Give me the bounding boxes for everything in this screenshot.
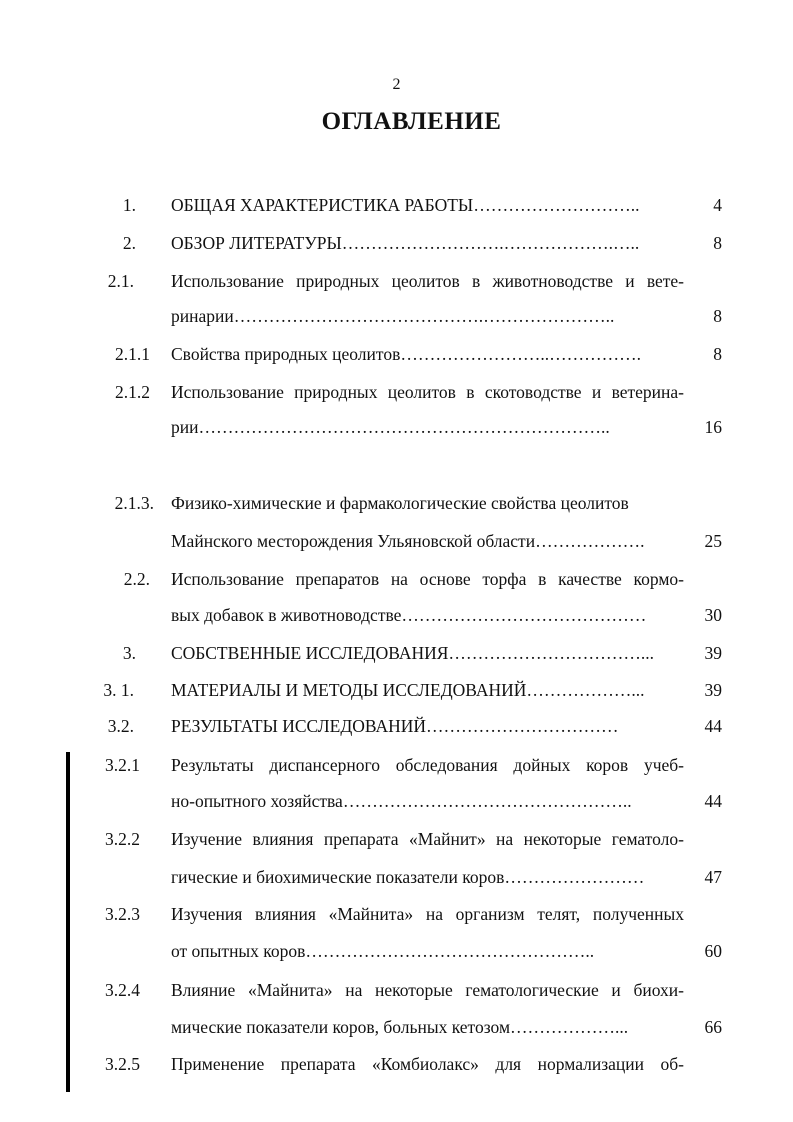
toc-entry-continuation xyxy=(0,862,793,892)
toc-entry-continuation xyxy=(0,301,793,331)
toc-entry-number: 3. 1. xyxy=(103,680,134,700)
toc-entry-page: 30 xyxy=(704,605,722,625)
toc-entry xyxy=(0,711,793,741)
toc-entry-page: 25 xyxy=(704,531,722,551)
toc-entry-title: Физико-химические и фармакологические свойства цеолитов xyxy=(171,493,629,513)
toc-entry-page: 8 xyxy=(713,344,722,364)
toc-entry xyxy=(0,488,793,518)
toc-entry-number: 1. xyxy=(122,195,136,215)
toc-entry xyxy=(0,377,793,407)
toc-entry-title: РЕЗУЛЬТАТЫ ИССЛЕДОВАНИЙ…………………………… xyxy=(171,716,619,736)
toc-entry-number: 3.2. xyxy=(107,716,134,736)
toc-entry xyxy=(0,899,793,929)
toc-entry-number: 3.2.4 xyxy=(105,980,140,1000)
toc-entry-number: 3.2.1 xyxy=(105,755,140,775)
toc-entry-number: 2.1.1 xyxy=(115,344,150,364)
toc-entry-page: 4 xyxy=(713,195,722,215)
toc-entry xyxy=(0,266,793,296)
toc-entry-page: 44 xyxy=(704,716,722,736)
toc-entry-title-cont: рии…………………………………………………………….. xyxy=(171,417,610,437)
toc-entry-page: 66 xyxy=(704,1017,722,1037)
toc-entry-title: Свойства природных цеолитов……………………..……………. xyxy=(171,344,641,364)
toc-entry-title-cont: мические показатели коров, больных кетозом………………... xyxy=(171,1017,629,1037)
toc-entry-number: 3.2.2 xyxy=(105,829,140,849)
toc-entry-title: МАТЕРИАЛЫ И МЕТОДЫ ИССЛЕДОВАНИЙ………………... xyxy=(171,680,645,700)
toc-entry-continuation xyxy=(0,526,793,556)
toc-entry-title: Использование природных цеолитов в животноводстве и вете- xyxy=(171,271,684,291)
page-title: ОГЛАВЛЕНИЕ xyxy=(321,108,502,135)
toc-entry-number: 2.1.2 xyxy=(115,382,150,402)
toc-entry-page: 60 xyxy=(704,941,722,961)
toc-entry-number: 2.2. xyxy=(123,569,150,589)
toc-entry xyxy=(0,750,793,780)
toc-entry-title-cont: но-опытного хозяйства………………………………………….. xyxy=(171,791,632,811)
toc-entry-title: ОБЩАЯ ХАРАКТЕРИСТИКА РАБОТЫ……………………….. xyxy=(171,195,640,215)
toc-entry-title-cont: вых добавок в животноводстве…………………………………… xyxy=(171,605,647,625)
toc-entry-number: 3.2.5 xyxy=(105,1054,140,1074)
toc-entry-number: 3.2.3 xyxy=(105,904,140,924)
toc-entry xyxy=(0,564,793,594)
toc-entry-title: Изучение влияния препарата «Майнит» на некоторые гематоло- xyxy=(171,829,684,849)
scan-margin-bar xyxy=(66,752,70,1092)
toc-entry-continuation xyxy=(0,786,793,816)
toc-entry xyxy=(0,975,793,1005)
toc-entry-page: 39 xyxy=(704,680,722,700)
toc-entry-number: 3. xyxy=(122,643,136,663)
toc-entry-title: Использование препаратов на основе торфа в качестве кормо- xyxy=(171,569,684,589)
toc-entry-title: Влияние «Майнита» на некоторые гематологические и биохи- xyxy=(171,980,684,1000)
toc-entry xyxy=(0,190,793,220)
toc-entry-continuation xyxy=(0,936,793,966)
toc-entry-title: СОБСТВЕННЫЕ ИССЛЕДОВАНИЯ……………………………... xyxy=(171,643,655,663)
page-number: 2 xyxy=(392,76,401,93)
toc-entry-title-cont: гические и биохимические показатели коров…………………… xyxy=(171,867,645,887)
toc-entry-page: 8 xyxy=(713,233,722,253)
toc-entry-title-cont: Майнского месторождения Ульяновской области………………. xyxy=(171,531,645,551)
toc-entry-page: 44 xyxy=(704,791,722,811)
toc-entry xyxy=(0,675,793,705)
toc-entry-title: Изучения влияния «Майнита» на организм телят, полученных xyxy=(171,904,684,924)
toc-entry-page: 47 xyxy=(704,867,722,887)
toc-entry-title-cont: от опытных коров………………………………………….. xyxy=(171,941,595,961)
toc-entry xyxy=(0,1049,793,1079)
toc-entry-title: Использование природных цеолитов в скотоводстве и ветерина- xyxy=(171,382,684,402)
toc-entry-title-cont: ринарии…………………………………….………………….. xyxy=(171,306,615,326)
toc-entry-number: 2. xyxy=(122,233,136,253)
toc-entry-page: 39 xyxy=(704,643,722,663)
toc-entry-title: Результаты диспансерного обследования дойных коров учеб- xyxy=(171,755,684,775)
toc-entry-page: 16 xyxy=(704,417,722,437)
toc-entry-continuation xyxy=(0,600,793,630)
toc-entry-number: 2.1. xyxy=(107,271,134,291)
toc-entry-number: 2.1.3. xyxy=(114,493,154,513)
toc-entry-page: 8 xyxy=(713,306,722,326)
toc-entry-title: Применение препарата «Комбиолакс» для нормализации об- xyxy=(171,1054,684,1074)
toc-entry-continuation xyxy=(0,1012,793,1042)
toc-entry xyxy=(0,638,793,668)
toc-entry xyxy=(0,228,793,258)
toc-entry-continuation xyxy=(0,412,793,442)
toc-entry xyxy=(0,824,793,854)
toc-entry-title: ОБЗОР ЛИТЕРАТУРЫ……………………….……………….….. xyxy=(171,233,640,253)
toc-entry xyxy=(0,339,793,369)
